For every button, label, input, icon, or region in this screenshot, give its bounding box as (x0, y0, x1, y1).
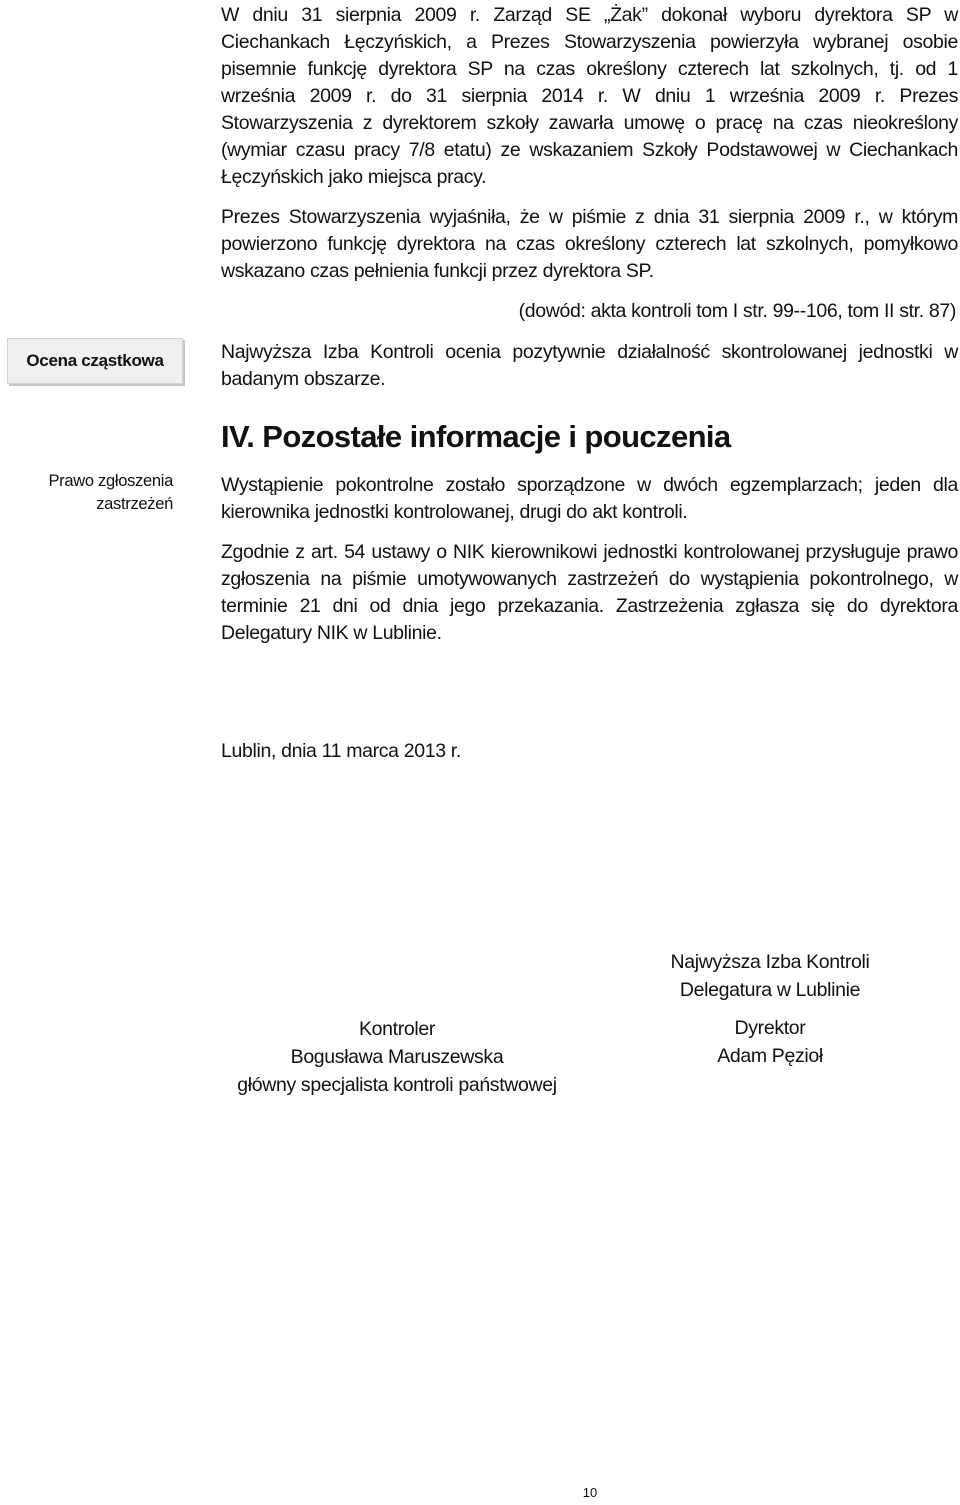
inspector-role: Kontroler (359, 1018, 435, 1040)
signature-gap (620, 1004, 920, 1014)
objection-label-line: Prawo zgłoszenia (48, 472, 173, 490)
assessment-label-box (7, 338, 183, 384)
paragraph-objection-right (221, 539, 958, 647)
inspector-name: Bogusława Maruszewska (290, 1046, 504, 1068)
director-signature-block (620, 948, 920, 1070)
paragraph-positive-assessment (221, 339, 958, 393)
paragraph-text: W dniu 31 sierpnia 2009 r. Zarząd SE „Żak” dokonał wyboru dyrektora SP w Ciechankach Łęczyńskich, a Prezes Stowarzyszenia powierzyła wybranej osobie pisemnie funkcję dyrektora SP na czas określony czterech lat szkolnych, tj. od 1 września 2009 r. do 31 sierpnia 2014 r. W dniu 1 września 2009 r. Prezes Stowarzyszenia z dyrektorem szkoły zawarła umowę o pracę na czas nieokreślony (wymiar czasu pracy 7/8 etatu) ze wskazaniem Szkoły Podstawowej w Ciechankach Łęczyńskich jako miejsca pracy. (221, 4, 958, 188)
paragraph-text: Wystąpienie pokontrolne zostało sporządzone w dwóch egzemplarzach; jeden dla kierownika jednostki kontrolowanej, drugi do akt kontroli. (221, 474, 958, 523)
paragraph-copies-info (221, 472, 958, 526)
paragraph-text: Zgodnie z art. 54 ustawy o NIK kierownikowi jednostki kontrolowanej przysługuje prawo zgłoszenia na piśmie umotywowanych zastrzeżeń do wystąpienia pokontrolnego, w terminie 21 dni od dnia jego przekazania. Zastrzeżenia zgłasza się do dyrektora Delegatury NIK w Lublinie. (221, 541, 958, 644)
section-heading: IV. Pozostałe informacje i pouczenia (221, 419, 731, 454)
inspector-title: główny specjalista kontroli państwowej (237, 1074, 557, 1096)
paragraph-president-explanation (221, 204, 958, 285)
paragraph-text: Najwyższa Izba Kontroli ocenia pozytywnie działalność skontrolowanej jednostki w badanym obszarze. (221, 341, 958, 390)
objection-label-line: zastrzeżeń (96, 495, 173, 513)
place-and-date: Lublin, dnia 11 marca 2013 r. (221, 740, 461, 762)
inspector-signature-block (197, 1015, 597, 1099)
institution-name: Najwyższa Izba Kontroli (670, 951, 870, 973)
paragraph-text: Prezes Stowarzyszenia wyjaśniła, że w piśmie z dnia 31 sierpnia 2009 r., w którym powierzono funkcję dyrektora na czas określony czterech lat szkolnych, pomyłkowo wskazano czas pełnienia funkcji przez dyrektora SP. (221, 206, 958, 282)
director-role: Dyrektor (734, 1017, 806, 1039)
paragraph-director-appointment (221, 2, 958, 191)
delegation-name: Delegatura w Lublinie (679, 979, 861, 1001)
page-number: 10 (582, 1485, 598, 1500)
objection-right-label (10, 470, 173, 516)
evidence-reference: (dowód: akta kontroli tom I str. 99--106, tom II str. 87) (518, 300, 956, 322)
assessment-label: Ocena cząstkowa (26, 351, 164, 370)
director-name: Adam Pęzioł (717, 1045, 823, 1067)
